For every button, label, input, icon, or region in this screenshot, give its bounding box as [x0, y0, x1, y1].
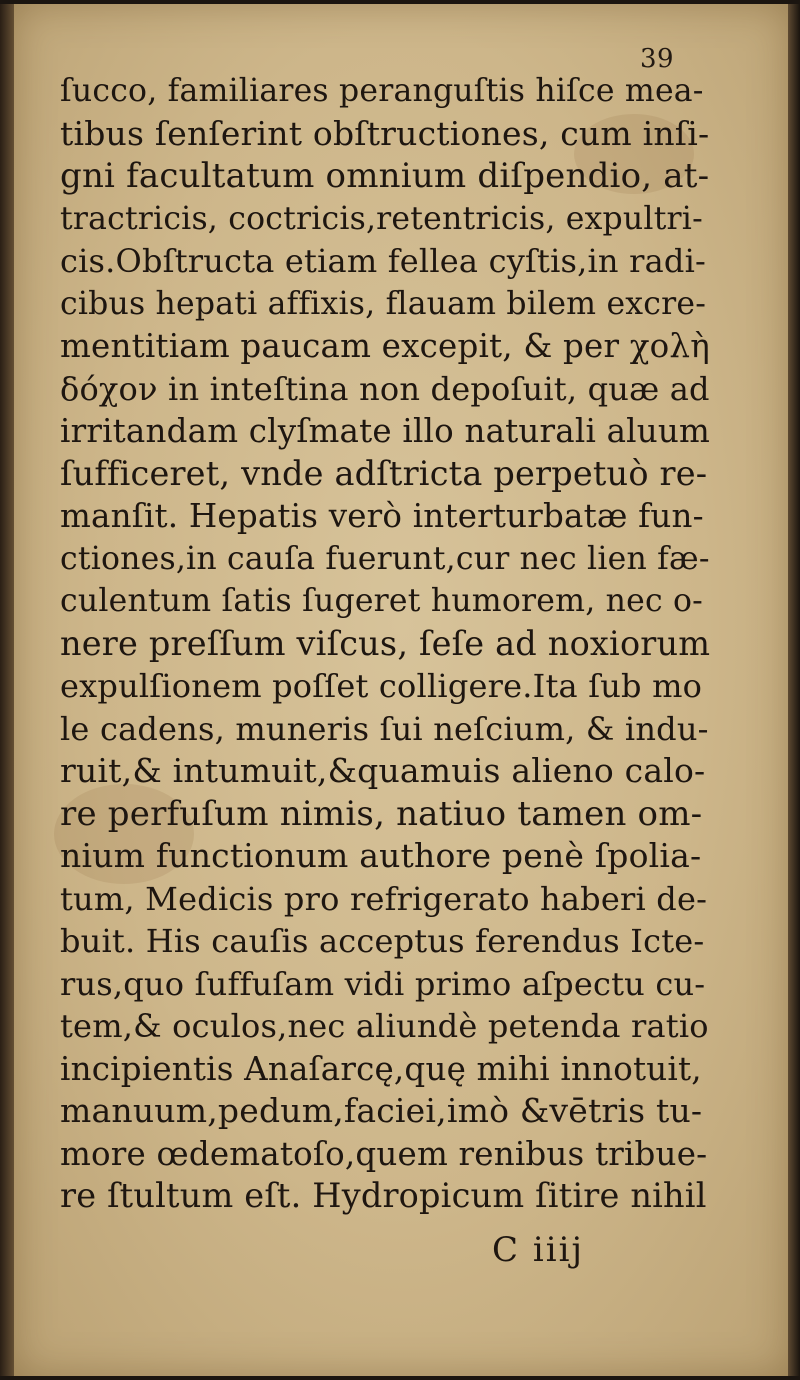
text-line: cis.Obſtructa etiam fellea cyſtis,in radi- [60, 242, 707, 280]
text-line: expulſionem poſſet colligere.Ita ſub mo [60, 667, 703, 705]
text-line: irritandam clyſmate illo naturali aluum [60, 412, 711, 450]
page-right-edge [788, 4, 800, 1376]
text-line: re ſtultum eſt. Hydropicum ſitire nihil [60, 1176, 707, 1215]
text-line: tractricis, coctricis,retentricis, expultri- [60, 200, 703, 237]
text-line: cibus hepati affixis, flauam bilem excre- [60, 285, 707, 322]
text-line: ctiones,in cauſa fuerunt,cur nec lien fæ- [60, 540, 710, 577]
text-line: more œdematoſo,quem renibus tribue- [60, 1134, 708, 1173]
signature-mark: C iiij [492, 1230, 584, 1270]
text-line: ſufficeret, vnde adſtricta perpetuò re- [60, 453, 708, 493]
text-line: mentitiam paucam excepit, & per χολὴ [60, 327, 710, 365]
page-number: 39 [640, 44, 675, 74]
text-line: rus,quo ſuffuſam vidi primo aſpectu cu- [60, 964, 706, 1003]
text-line: manuum,pedum,faciei,imò &vētris tu- [60, 1091, 703, 1130]
text-line: tem,& oculos,nec aliundè petenda ratio [60, 1007, 709, 1045]
text-line: manſit. Hepatis verò interturbatæ fun- [60, 497, 704, 535]
text-line: ſucco, familiares peranguſtis hiſce mea- [60, 73, 704, 109]
text-line: ruit,& intumuit,&quamuis alieno calo- [60, 751, 706, 790]
text-line: culentum ſatis ſugeret humorem, nec o- [60, 583, 704, 619]
text-line: nium functionum authore penè ſpolia- [60, 836, 702, 875]
text-line: gni facultatum omnium diſpendio, at- [60, 156, 710, 196]
text-line: nere preſſum viſcus, ſeſe ad noxiorum [60, 623, 711, 663]
text-line: buit. His cauſis acceptus ferendus Icte- [60, 922, 705, 960]
text-line: δόχον in inteſtina non depoſuit, quæ ad [60, 369, 710, 408]
text-line: tibus ſenſerint obſtructiones, cum inſi- [60, 113, 710, 153]
text-line: le cadens, muneris ſui neſcium, & indu- [60, 709, 709, 748]
body-text [60, 70, 710, 1218]
text-line: tum, Medicis pro refrigerato haberi de- [60, 879, 708, 918]
text-line: re perfuſum nimis, natiuo tamen om- [60, 793, 703, 834]
text-line: incipientis Anaſarcę,quę mihi innotuit, [60, 1049, 702, 1088]
